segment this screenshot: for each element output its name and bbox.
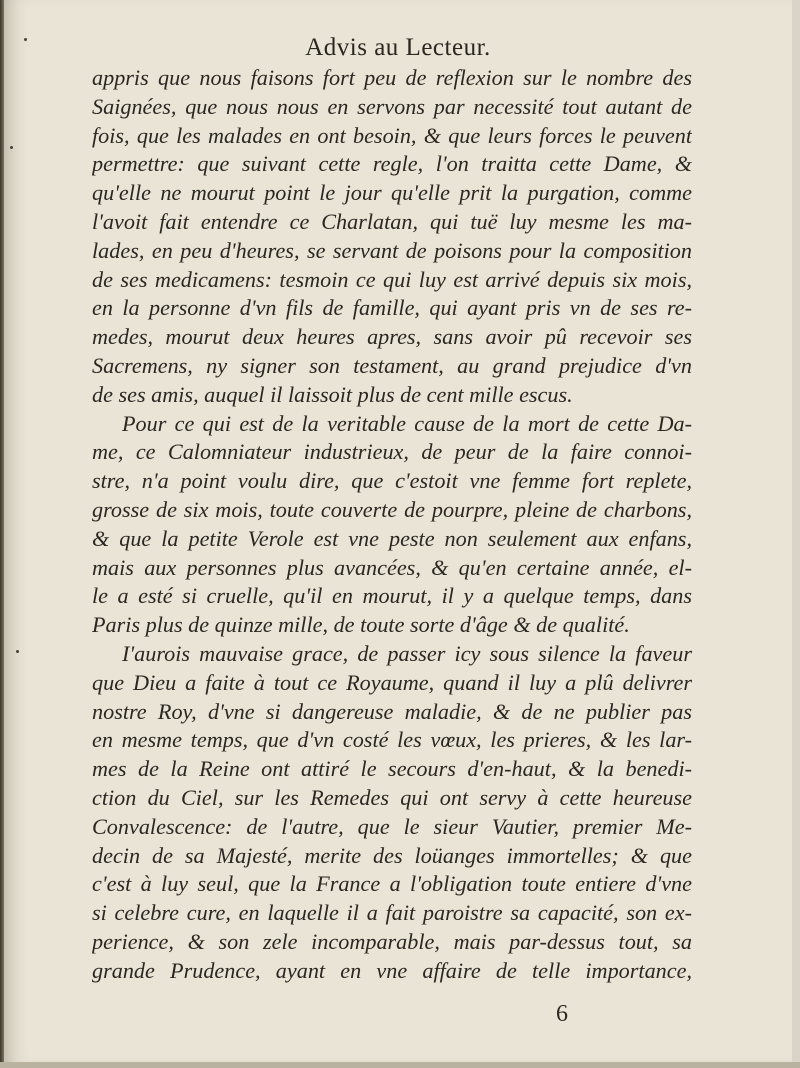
text-line: Convalescence: de l'autre, que le sieur Vautier, premier Me- — [92, 813, 692, 839]
text-line: appris que nous faisons fort peu de reflexion sur le nombre des — [92, 65, 692, 90]
text-line: grosse de six mois, toute couverte de pourpre, pleine de charbons, — [92, 496, 692, 522]
text-line: grande Prudence, ayant en vne affaire de telle importance, — [92, 957, 692, 983]
text-line: me, ce Calomniateur industrieux, de peur de la faire connoi- — [92, 439, 692, 465]
text-line: fois, que les malades en ont besoin, & que leurs forces le peuvent — [92, 122, 692, 148]
text-line: Paris plus de quinze mille, de toute sorte d'âge & de qualité. — [92, 612, 630, 638]
page-bottom-edge — [0, 1062, 800, 1068]
text-line: perience, & son zele incomparable, mais par-dessus tout, sa — [92, 928, 692, 954]
text-line: stre, n'a point voulu dire, que c'estoit vne femme fort replete, — [92, 468, 692, 494]
ink-speck — [24, 38, 27, 41]
text-line: en la personne d'vn fils de famille, qui ayant pris vn de ses re- — [92, 295, 692, 321]
text-line: l'avoit fait entendre ce Charlatan, qui tuë luy mesme les ma- — [92, 208, 692, 234]
ink-speck — [10, 146, 13, 149]
text-line: c'est à luy seul, que la France a l'obligation toute entiere d'vne — [92, 871, 692, 897]
text-line: en mesme temps, que d'vn costé les vœux, les prieres, & les lar- — [92, 727, 692, 753]
text-line: qu'elle ne mourut point le jour qu'elle prit la purgation, comme — [92, 180, 692, 206]
book-page — [4, 0, 792, 1062]
text-line: le a esté si cruelle, qu'il en mourut, il y a quelque temps, dans — [92, 583, 692, 609]
text-line: Sacremens, ny signer son testament, au grand prejudice d'vn — [92, 352, 692, 378]
text-line: de ses medicamens: tesmoin ce qui luy est arrivé depuis six mois, — [92, 266, 692, 292]
text-line: mes de la Reine ont attiré le secours d'en-haut, & la benedi- — [92, 756, 692, 782]
text-line: & que la petite Verole est vne peste non seulement aux enfans, — [92, 525, 692, 551]
text-line: lades, en peu d'heures, se servant de poisons pour la composition — [92, 237, 692, 263]
text-line: decin de sa Majesté, merite des loüanges immortelles; & que — [92, 842, 692, 868]
text-line: medes, mourut deux heures apres, sans avoir pû recevoir ses — [92, 324, 692, 350]
text-line: nostre Roy, d'vne si dangereuse maladie, & de ne publier pas — [92, 698, 692, 724]
paragraph-start-line: I'aurois mauvaise grace, de passer icy sous silence la faveur — [122, 640, 692, 666]
text-line: si celebre cure, en laquelle il a fait paroistre sa capacité, son ex- — [92, 900, 692, 926]
running-header: Advis au Lecteur. — [305, 34, 491, 61]
text-line: que Dieu a faite à tout ce Royaume, quand il luy a plû delivrer — [92, 669, 692, 695]
text-line: permettre: que suivant cette regle, l'on traitta cette Dame, & — [92, 151, 692, 177]
ink-speck — [16, 650, 19, 653]
text-line: ction du Ciel, sur les Remedes qui ont servy à cette heureuse — [92, 784, 692, 810]
paragraph-start-line: Pour ce qui est de la veritable cause de la mort de cette Da- — [122, 410, 692, 436]
text-line: Saignées, que nous nous en servons par necessité tout autant de — [92, 93, 692, 119]
text-line: de ses amis, auquel il laissoit plus de cent mille escus. — [92, 381, 573, 407]
text-line: mais aux personnes plus avancées, & qu'en certaine année, el- — [92, 554, 692, 580]
page-number: 6 — [556, 1001, 568, 1027]
body-text — [92, 64, 692, 986]
